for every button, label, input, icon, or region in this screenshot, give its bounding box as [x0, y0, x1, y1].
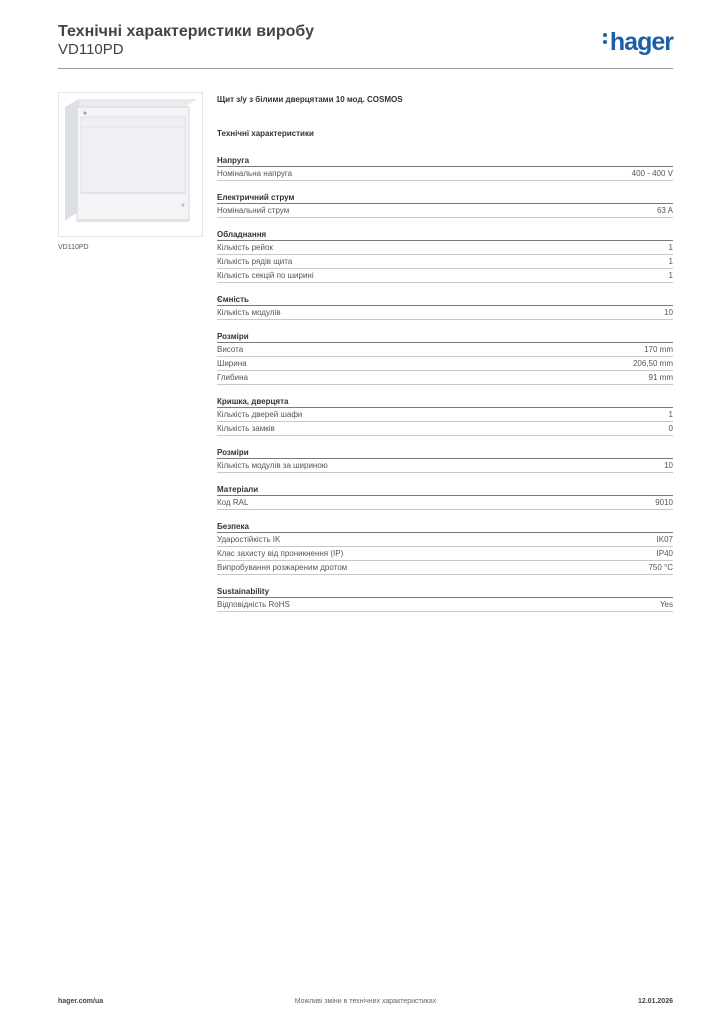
document-header: [58, 22, 673, 59]
spec-row: [217, 167, 673, 181]
spec-group: [217, 155, 673, 181]
spec-group-title: Sustainability: [217, 586, 673, 598]
spec-value: 750 °C: [648, 563, 673, 572]
spec-label: Кількість дверей шафи: [217, 410, 303, 419]
spec-row: [217, 343, 673, 357]
spec-label: Кількість замків: [217, 424, 275, 433]
spec-row: [217, 241, 673, 255]
spec-row: [217, 371, 673, 385]
spec-group: [217, 229, 673, 283]
spec-groups: [217, 155, 673, 612]
spec-row: [217, 533, 673, 547]
spec-label: Кількість рейок: [217, 243, 273, 252]
spec-row: [217, 269, 673, 283]
spec-label: Відповідність RoHS: [217, 600, 290, 609]
spec-value: IP40: [656, 549, 673, 558]
spec-row: [217, 357, 673, 371]
spec-group: [217, 521, 673, 575]
spec-label: Глибина: [217, 373, 248, 382]
spec-group: [217, 586, 673, 612]
spec-label: Висота: [217, 345, 244, 354]
spec-label: Ударостійкість IK: [217, 535, 281, 544]
footer-date: 12.01.2026: [637, 998, 673, 1005]
footer-website: hager.com/ua: [58, 998, 104, 1005]
spec-group: [217, 294, 673, 320]
spec-group-title: Ємність: [217, 294, 673, 306]
spec-label: Кількість модулів: [217, 308, 281, 317]
spec-row: [217, 561, 673, 575]
spec-row: [217, 459, 673, 473]
distribution-board-icon: [59, 93, 202, 236]
image-caption: VD110PD: [58, 244, 89, 251]
spec-group: [217, 484, 673, 510]
spec-value: 9010: [655, 498, 673, 507]
spec-group-title: Напруга: [217, 155, 673, 167]
spec-value: 400 - 400 V: [631, 169, 673, 178]
spec-group-title: Кришка, дверцята: [217, 396, 673, 408]
spec-label: Номінальна напруга: [217, 169, 293, 178]
spec-value: 206,50 mm: [632, 359, 673, 368]
spec-value: 0: [668, 424, 673, 433]
product-image: [58, 92, 203, 237]
spec-value: IK07: [656, 535, 673, 544]
spec-group: [217, 396, 673, 436]
spec-group-title: Розміри: [217, 447, 673, 459]
logo-text: hager: [609, 28, 673, 56]
spec-label: Кількість модулів за шириною: [217, 461, 328, 470]
document-subtitle: VD110PD: [58, 41, 124, 58]
spec-group: [217, 192, 673, 218]
spec-label: Ширина: [217, 359, 247, 368]
spec-label: Кількість рядів щита: [217, 257, 293, 266]
spec-label: Випробування розжареним дротом: [217, 563, 348, 572]
spec-label: Код RAL: [217, 498, 249, 507]
spec-group: [217, 331, 673, 385]
spec-group: [217, 447, 673, 473]
spec-row: [217, 255, 673, 269]
spec-value: Yes: [659, 600, 673, 609]
spec-row: [217, 547, 673, 561]
spec-group-title: Електричний струм: [217, 192, 673, 204]
spec-label: Номінальний струм: [217, 206, 290, 215]
spec-value: 10: [664, 461, 673, 470]
document-title: Технічні характеристики виробу: [58, 23, 314, 40]
spec-value: 63 A: [656, 206, 673, 215]
header-divider: [58, 68, 673, 69]
spec-value: 170 mm: [644, 345, 673, 354]
spec-row: [217, 496, 673, 510]
spec-group-title: Розміри: [217, 331, 673, 343]
footer-notice: Можливі зміни в технічних характеристиках: [294, 998, 437, 1005]
spec-value: 1: [668, 257, 673, 266]
spec-group-title: Обладнання: [217, 229, 673, 241]
logo-dots-icon: [603, 30, 608, 47]
hager-logo: [603, 28, 673, 57]
spec-group-title: Безпека: [217, 521, 673, 533]
spec-value: 91 mm: [648, 373, 673, 382]
spec-label: Клас захисту від проникнення (IP): [217, 549, 344, 558]
spec-row: [217, 422, 673, 436]
spec-row: [217, 306, 673, 320]
spec-label: Кількість секцій по ширині: [217, 271, 314, 280]
product-name: Щит з/у з білими дверцятами 10 мод. COSMOS: [217, 95, 403, 104]
spec-content: [217, 95, 673, 623]
section-title: Технічні характеристики: [217, 129, 314, 138]
spec-row: [217, 598, 673, 612]
spec-group-title: Матеріали: [217, 484, 673, 496]
spec-value: 1: [668, 410, 673, 419]
spec-row: [217, 408, 673, 422]
spec-row: [217, 204, 673, 218]
spec-value: 1: [668, 271, 673, 280]
spec-value: 1: [668, 243, 673, 252]
spec-value: 10: [664, 308, 673, 317]
